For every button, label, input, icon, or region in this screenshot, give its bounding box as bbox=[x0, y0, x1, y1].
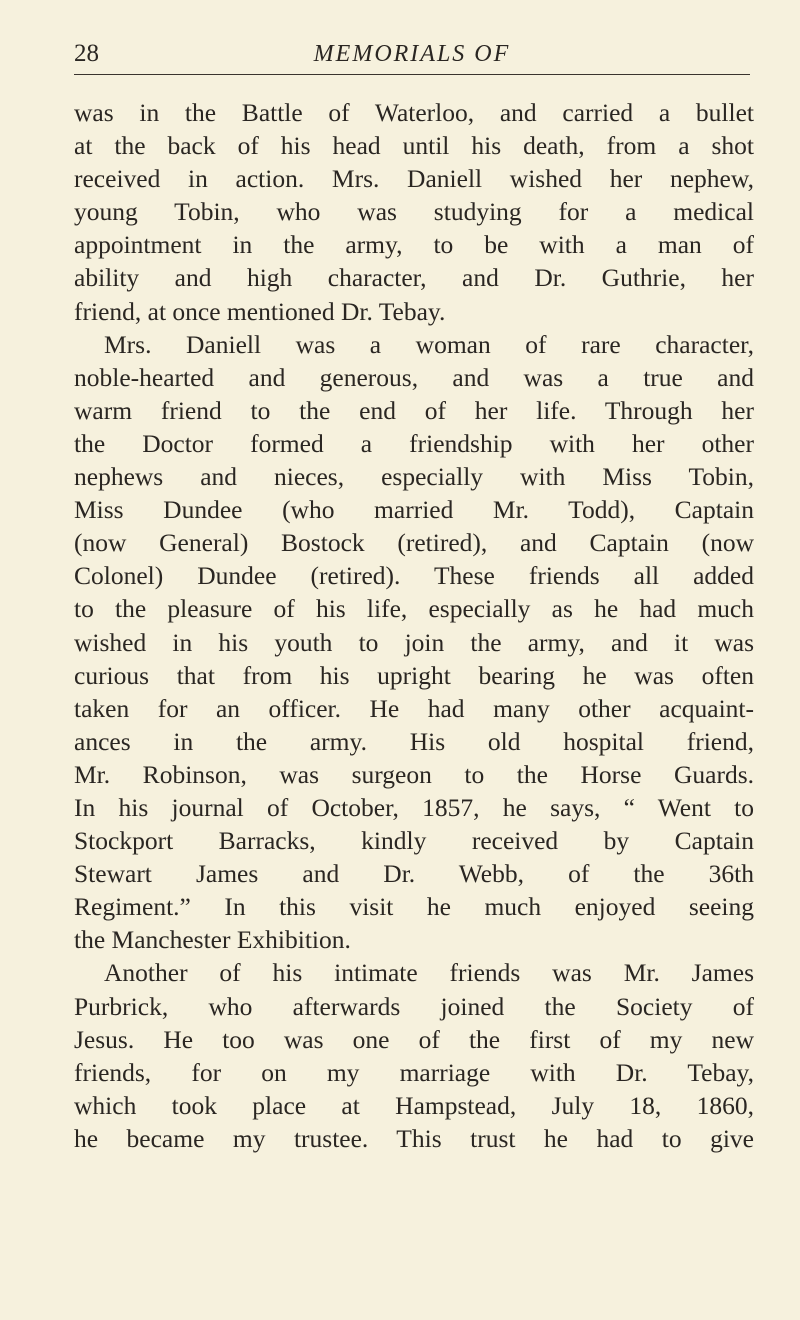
text-line: appointment in the army, to be with a man of bbox=[74, 230, 754, 260]
text-line: ances in the army. His old hospital friend, bbox=[74, 726, 754, 756]
text-line: Jesus. He too was one of the first of my new bbox=[74, 1024, 754, 1054]
text-line: the Manchester Exhibition. bbox=[74, 925, 351, 955]
header-rule bbox=[74, 74, 750, 75]
text-line: (now General) Bostock (retired), and Captain (now bbox=[74, 528, 754, 558]
text-line: at the back of his head until his death, from a shot bbox=[74, 131, 754, 161]
text-line: taken for an officer. He had many other acquaint- bbox=[74, 693, 754, 723]
text-line: he became my trustee. This trust he had to give bbox=[74, 1123, 754, 1153]
text-line: Purbrick, who afterwards joined the Society of bbox=[74, 991, 754, 1021]
text-line: curious that from his upright bearing he was often bbox=[74, 660, 754, 690]
text-line: ability and high character, and Dr. Guthrie, her bbox=[74, 263, 754, 293]
text-line: Stockport Barracks, kindly received by Captain bbox=[74, 826, 754, 856]
running-title: MEMORIALS OF bbox=[313, 41, 511, 67]
page-number: 28 bbox=[74, 40, 99, 67]
text-line: was in the Battle of Waterloo, and carried a bullet bbox=[74, 98, 754, 127]
text-line: In his journal of October, 1857, he says, “ Went to bbox=[74, 792, 754, 822]
text-line: Stewart James and Dr. Webb, of the 36th bbox=[74, 859, 754, 889]
text-line: noble-hearted and generous, and was a true and bbox=[74, 362, 754, 392]
paragraph-start-line: Mrs. Daniell was a woman of rare character, bbox=[104, 329, 754, 359]
text-line: nephews and nieces, especially with Miss Tobin, bbox=[74, 462, 754, 492]
text-line: friend, at once mentioned Dr. Tebay. bbox=[74, 296, 446, 326]
text-line: to the pleasure of his life, especially as he had much bbox=[74, 594, 754, 624]
text-line: Regiment.” In this visit he much enjoyed seeing bbox=[74, 892, 754, 922]
text-line: received in action. Mrs. Daniell wished her nephew, bbox=[74, 164, 754, 194]
running-head bbox=[74, 34, 750, 74]
text-line: young Tobin, who was studying for a medical bbox=[74, 197, 754, 227]
text-line: which took place at Hampstead, July 18, 1860, bbox=[74, 1090, 754, 1120]
text-line: friends, for on my marriage with Dr. Tebay, bbox=[74, 1057, 754, 1087]
text-line: Colonel) Dundee (retired). These friends all added bbox=[74, 561, 754, 591]
paragraph-start-line: Another of his intimate friends was Mr. James bbox=[104, 958, 754, 988]
text-line: Miss Dundee (who married Mr. Todd), Captain bbox=[74, 495, 754, 525]
body-text bbox=[74, 96, 754, 1155]
text-line: Mr. Robinson, was surgeon to the Horse Guards. bbox=[74, 759, 754, 789]
text-line: wished in his youth to join the army, and it was bbox=[74, 627, 754, 657]
text-line: warm friend to the end of her life. Through her bbox=[74, 395, 754, 425]
text-line: the Doctor formed a friendship with her other bbox=[74, 428, 754, 458]
